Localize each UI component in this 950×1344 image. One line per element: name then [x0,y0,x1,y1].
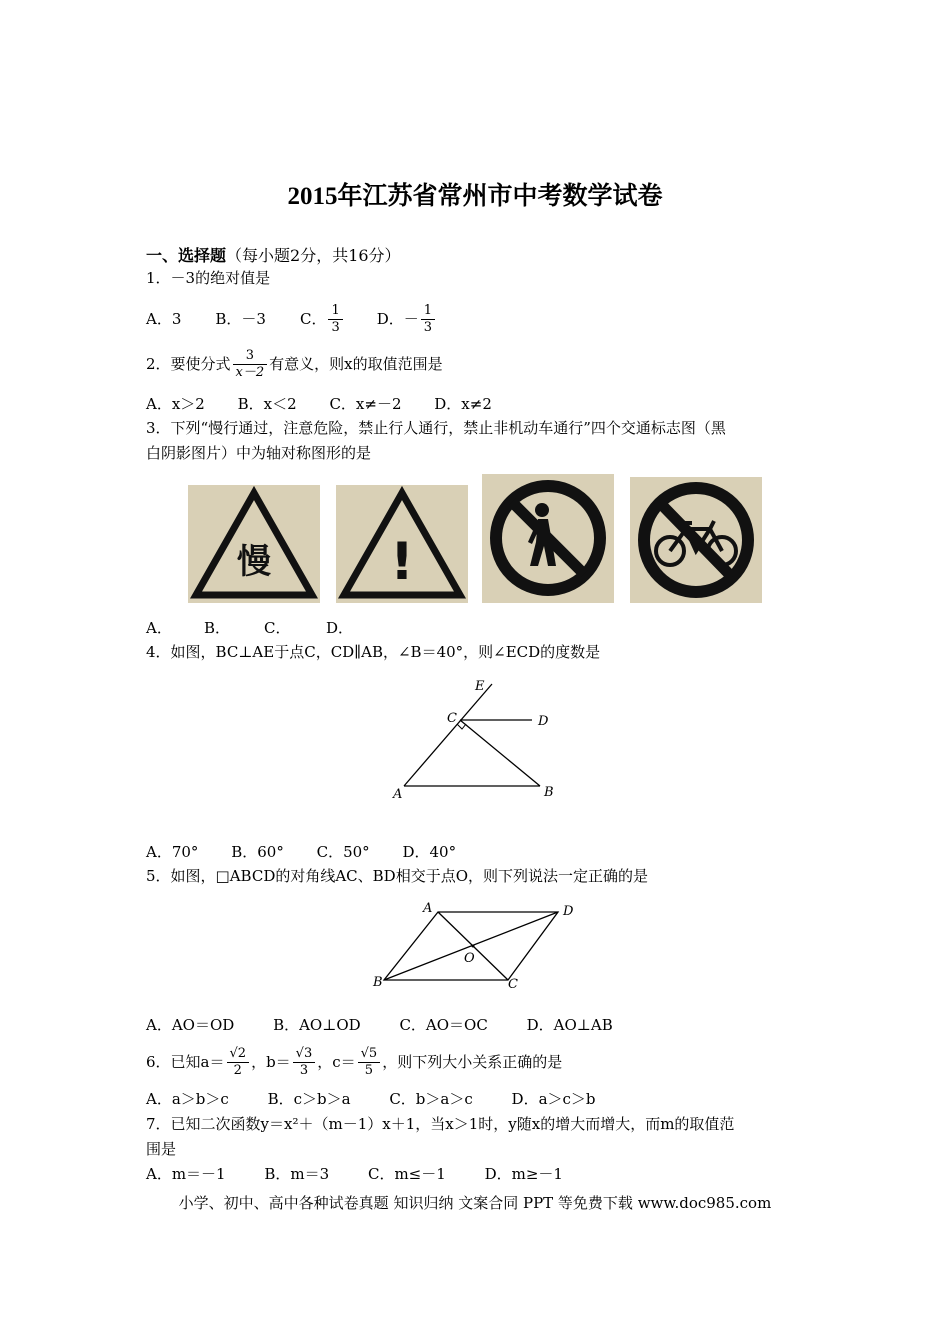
q6-option-a: A．a＞b＞c [146,1090,229,1108]
fraction-numerator: 1 [331,302,340,318]
q7-option-c: C．m≤－1 [367,1165,446,1183]
q6-stem [146,1040,562,1084]
q6-fraction-c [358,1046,381,1079]
q7-options [146,1164,563,1184]
q2-option-d: D．x≠2 [434,395,492,413]
fraction-numerator: 1 [423,302,433,318]
q2-option-c: C．x≠－2 [329,395,402,413]
q2-option-a: A．x＞2 [146,395,205,413]
fraction-numerator: √2 [229,1045,247,1061]
q5-stem: 5．如图，□ABCD的对角线AC、BD相交于点O，则下列说法一定正确的是 [146,867,649,885]
fraction-numerator: √3 [295,1045,313,1061]
q6-stem-suffix: ，则下列大小关系正确的是 [382,1053,563,1071]
q6-option-b: B．c＞b＞a [267,1090,351,1108]
fraction-denominator: 3 [421,319,435,336]
q3-option-c: C． [264,619,291,637]
q3-option-b: B． [204,619,231,637]
q6-option-d: D．a＞c＞b [511,1090,596,1108]
q1-option-a: A．3 [146,310,182,328]
q7-option-a: A．m＝－1 [146,1165,226,1183]
q4-options [146,842,456,862]
q1-option-d: D．－ [376,310,419,328]
fraction-denominator: 3 [328,319,342,336]
point-label-c: C [447,711,457,726]
fraction-denominator: 5 [358,1062,381,1079]
point-label-o: O [464,951,475,966]
page-title: 2015年江苏省常州市中考数学试卷 [287,183,663,210]
q4-stem: 4．如图，BC⊥AE于点C，CD∥AB，∠B＝40°，则∠ECD的度数是 [146,643,601,661]
section-note: （每小题2分，共16分） [226,246,401,265]
q2-options [146,394,492,414]
q2-stem-prefix: 2．要使分式 [146,355,231,373]
slow-sign-image [188,485,320,603]
no-bicycle-sign-image [630,477,762,603]
q2-fraction [233,348,268,381]
q7-stem-line1: 7．已知二次函数y＝x²＋（m－1）x＋1，当x＞1时，y随x的增大而增大，而m的取值范 [146,1115,735,1133]
q6-fraction-a [227,1046,250,1079]
point-label-b: B [544,785,554,800]
section-heading [146,243,401,266]
q4-triangle-figure [380,672,580,807]
q4-option-b: B．60° [231,843,284,861]
fraction-denominator: 2 [227,1062,250,1079]
fraction-denominator: 3 [293,1062,316,1079]
q7-option-b: B．m＝3 [264,1165,330,1183]
danger-sign-exclamation: ! [390,532,414,592]
q7-option-d: D．m≥－1 [484,1165,563,1183]
q6-separator-c: ，c＝ [317,1053,356,1071]
q1-option-c: C． [299,310,327,328]
q1-option-c-fraction [328,303,342,336]
point-label-d: D [563,904,574,919]
fraction-denominator: x－2 [233,364,268,381]
fraction-numerator: √5 [360,1045,378,1061]
q4-option-d: D．40° [402,843,457,861]
point-label-e: E [475,679,485,694]
q3-option-a: A． [146,619,172,637]
q1-options [146,301,437,337]
point-label-a: A [393,787,403,802]
slow-sign-character: 慢 [237,542,271,582]
q6-stem-prefix: 6．已知a＝ [146,1053,225,1071]
danger-sign-image [336,485,468,603]
point-label-d: D [538,714,549,729]
q4-option-c: C．50° [316,843,370,861]
q5-option-a: A．AO＝OD [146,1016,235,1034]
q2-option-b: B．x＜2 [237,395,297,413]
q1-option-d-fraction [421,303,435,336]
footer-note: 小学、初中、高中各种试卷真题 知识归纳 文案合同 PPT 等免费下载 www.doc985.com [178,1194,772,1212]
q1-option-b: B．－3 [215,310,266,328]
q7-stem-line2: 围是 [146,1140,177,1158]
q5-options [146,1015,613,1035]
q3-option-d: D． [326,619,354,637]
q3-stem-line1: 3．下列“慢行通过，注意危险，禁止行人通行，禁止非机动车通行”四个交通标志图（黑 [146,419,726,437]
no-pedestrian-sign-image [482,474,614,603]
q2-stem [146,345,443,383]
point-label-b: B [373,975,383,990]
q6-fraction-b [293,1046,316,1079]
q3-stem-line2: 白阴影图片）中为轴对称图形的是 [146,444,372,462]
section-title: 一、选择题 [146,246,227,265]
q2-stem-suffix: 有意义，则x的取值范围是 [269,355,443,373]
q4-option-a: A．70° [146,843,199,861]
q6-option-c: C．b＞a＞c [389,1090,473,1108]
q5-option-c: C．AO＝OC [399,1016,488,1034]
point-label-a: A [423,901,433,916]
point-label-c: C [508,977,518,992]
q1-stem: 1．－3的绝对值是 [146,269,271,287]
q5-option-b: B．AO⊥OD [273,1016,361,1034]
q6-separator-b: ，b＝ [251,1053,291,1071]
q5-parallelogram-figure [368,896,588,996]
q6-options [146,1089,596,1109]
fraction-numerator: 3 [245,347,254,363]
q3-options [146,618,353,638]
q5-option-d: D．AO⊥AB [526,1016,613,1034]
